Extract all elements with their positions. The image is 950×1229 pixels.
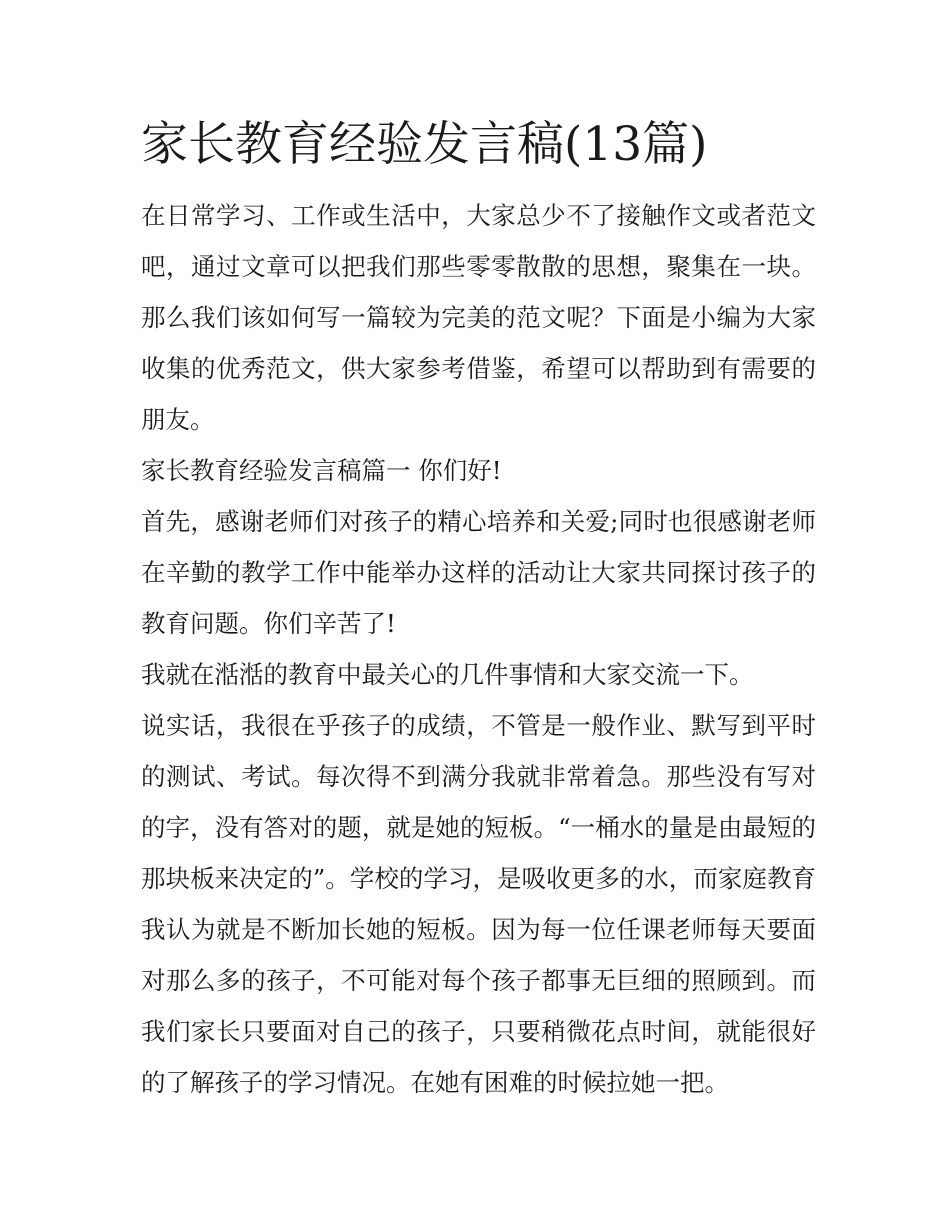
- document-title: 家长教育经验发言稿(13篇): [141, 117, 708, 172]
- paragraph-thanks: 首先，感谢老师们对孩子的精心培养和关爱;同时也很感谢老师在辛勤的教学工作中能举办这样的活动让大家共同探讨孩子的教育问题。你们辛苦了!: [141, 507, 816, 638]
- document-body: [141, 112, 816, 1108]
- paragraph-intro: 在日常学习、工作或生活中，大家总少不了接触作文或者范文吧，通过文章可以把我们那些零零散散的思想，聚集在一块。那么我们该如何写一篇较为完美的范文呢？下面是小编为大家收集的优秀范文，供大家参考借鉴，希望可以帮助到有需要的朋友。: [141, 201, 816, 434]
- paragraph-topic: 我就在湉湉的教育中最关心的几件事情和大家交流一下。: [141, 660, 754, 689]
- paragraph-grades: 说实话，我很在乎孩子的成绩，不管是一般作业、默写到平时的测试、考试。每次得不到满分我就非常着急。那些没有写对的字，没有答对的题，就是她的短板。“一桶水的量是由最短的那块板来决定的”。学校的学习，是吸收更多的水，而家庭教育我认为就是不断加长她的短板。因为每一位任课老师每天要面对那么多的孩子，不可能对每个孩子都事无巨细的照顾到。而我们家长只要面对自己的孩子，只要稍微花点时间，就能很好的了解孩子的学习情况。在她有困难的时候拉她一把。: [141, 711, 816, 1097]
- paragraph-section-heading: 家长教育经验发言稿篇一 你们好!: [141, 456, 502, 485]
